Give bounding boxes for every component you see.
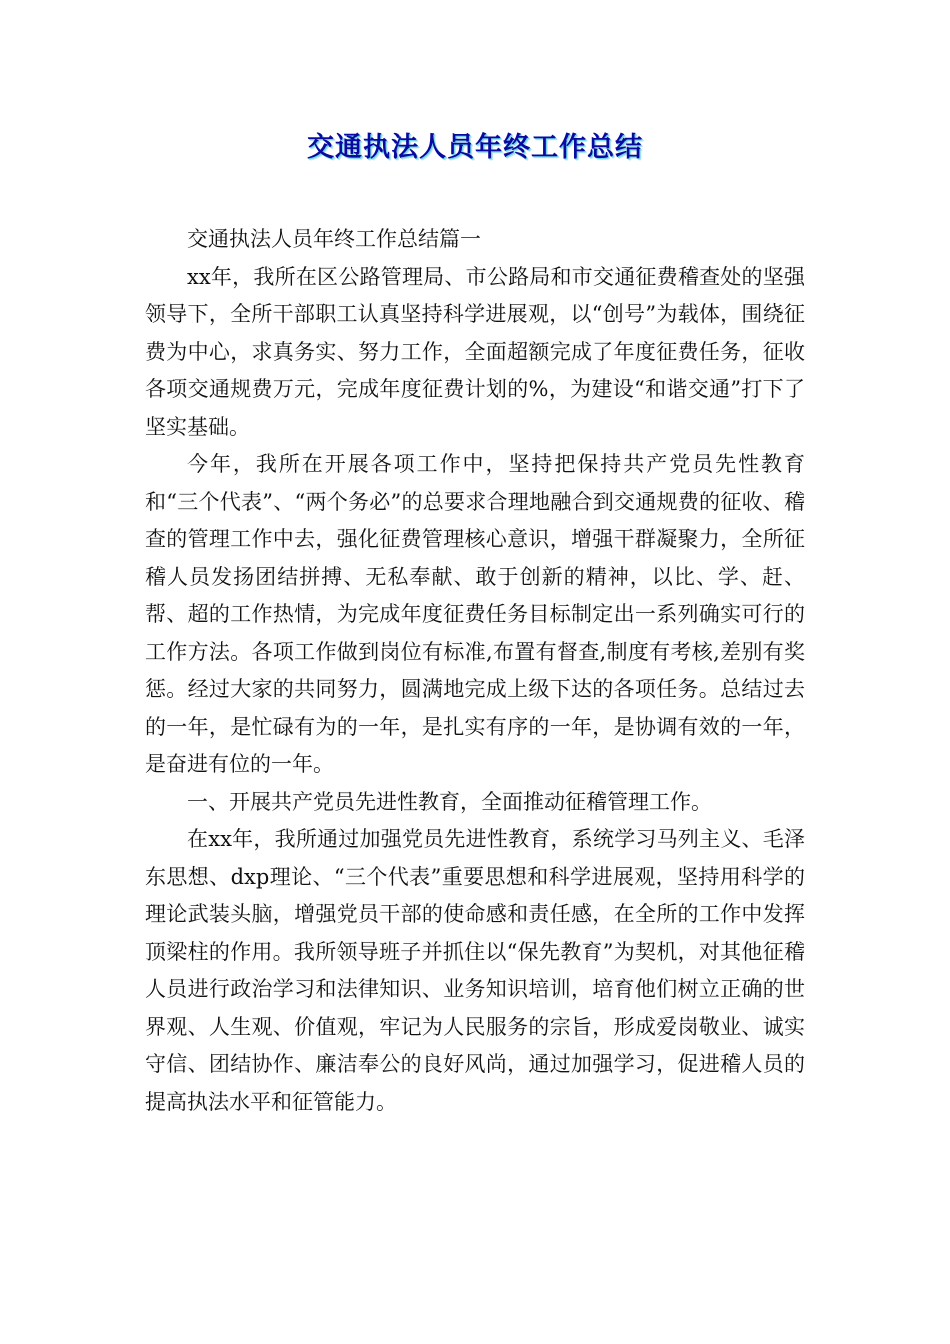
body-paragraph: 在xx年，我所通过加强党员先进性教育，系统学习马列主义、毛泽东思想、dxp理论、“三个代表”重要思想和科学进展观，坚持用科学的理论武装头脑，增强党员干部的使命感和责任感，在全所的工作中发挥顶梁柱的作用。我所领导班子并抓住以“保先教育”为契机，对其他征稽人员进行政治学习和法律知识、业务知识培训，培育他们树立正确的世界观、人生观、价值观，牢记为人民服务的宗旨，形成爱岗敬业、诚实守信、团结协作、廉洁奉公的良好风尚，通过加强学习，促进稽人员的提高执法水平和征管能力。	[145, 827, 805, 1114]
body-paragraph: xx年，我所在区公路管理局、市公路局和市交通征费稽查处的坚强领导下，全所干部职工认真坚持科学进展观，以“创号”为载体，围绕征费为中心，求真务实、努力工作，全面超额完成了年度征费任务，征收各项交通规费万元，完成年度征费计划的%，为建设“和谐交通”打下了坚实基础。	[145, 264, 805, 439]
document-title: 交通执法人员年终工作总结	[307, 132, 643, 163]
document-body	[145, 221, 805, 1121]
body-paragraph: 今年，我所在开展各项工作中，坚持把保持共产党员先性教育和“三个代表”、“两个务必”的总要求合理地融合到交通规费的征收、稽查的管理工作中去，强化征费管理核心意识，增强干群凝聚力，全所征稽人员发扬团结拼搏、无私奉献、敢于创新的精神，以比、学、赶、帮、超的工作热情，为完成年度征费任务目标制定出一系列确实可行的工作方法。各项工作做到岗位有标准,布置有督查,制度有考核,差别有奖惩。经过大家的共同努力，圆满地完成上级下达的各项任务。总结过去的一年，是忙碌有为的一年，是扎实有序的一年，是协调有效的一年，是奋进有位的一年。	[145, 452, 805, 776]
section-heading: 一、开展共产党员先进性教育，全面推动征稽管理工作。	[187, 789, 712, 814]
section-heading-part-one: 交通执法人员年终工作总结篇一	[187, 227, 481, 251]
